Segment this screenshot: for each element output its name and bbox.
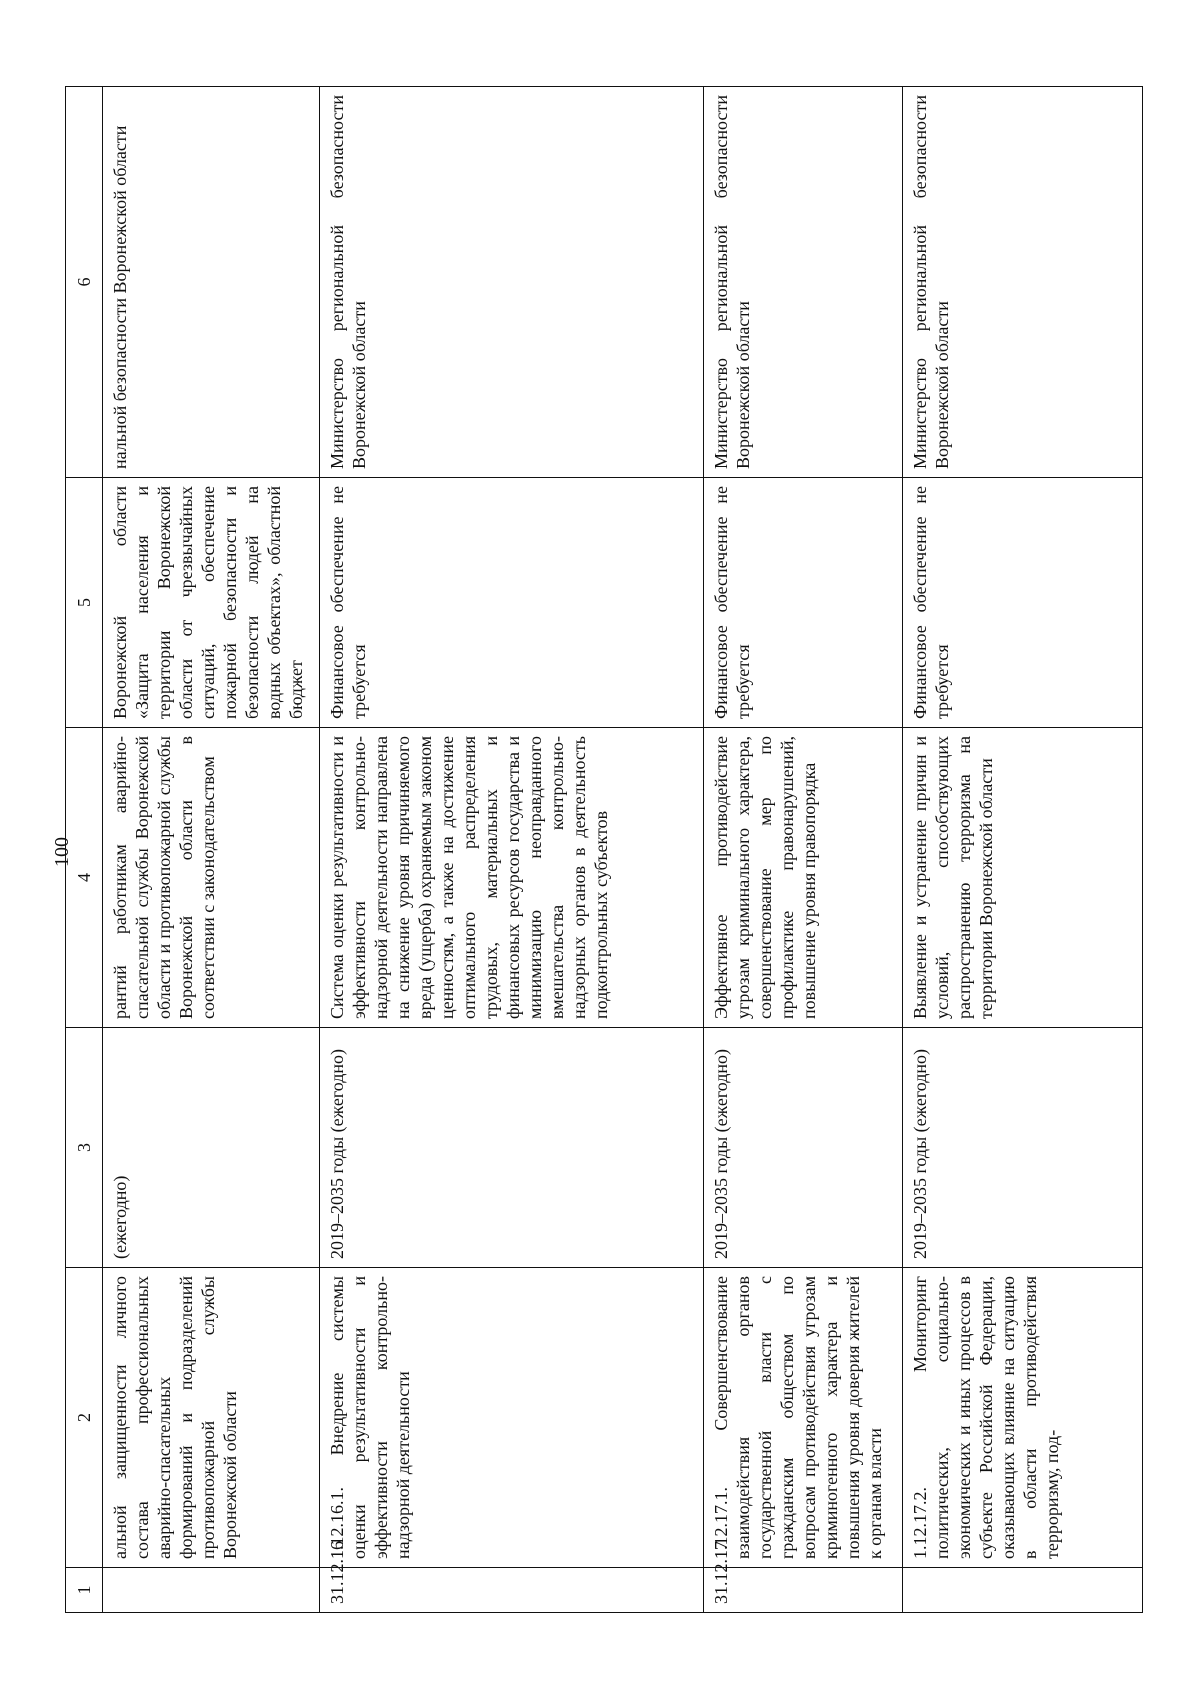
result-cell: Система оценки результативности и эффективности контрольно-надзорной деятельности направлена на снижение уровня причиняемого вреда (ущерба) охраняемым законом ценностям, а также на достижение оптимального распределения трудовых, материальных и финансовых ресурсов государства и минимизацию неоправданного вмешательства контрольно-надзорных органов в деятельность подконтрольных субъектов [320, 728, 704, 1028]
period-cell: 2019–2035 годы (ежегодно) [704, 1028, 903, 1268]
result-cell: Эффективное противодействие угрозам криминального характера, совершенствование мер по профилактике правонарушений, повышение уровня правопорядка [704, 728, 903, 1028]
column-header-2: 2 [66, 1268, 103, 1568]
column-header-6: 6 [66, 87, 103, 478]
result-cell: Выявление и устранение причин и условий, способствующих распространению терроризма на территории Воронежской области [903, 728, 1143, 1028]
page-number: 100 [51, 837, 73, 867]
funding-cell: Воронежской области «Защита населения и территории Воронежской области от чрезвычайных ситуаций, обеспечение пожарной безопасности и безопасности людей на водных объектах», областной бюджет [103, 478, 320, 728]
table-header-row [66, 87, 103, 1613]
table-row [320, 87, 704, 1613]
column-header-4: 4 [66, 728, 103, 1028]
period-cell: (ежегодно) [103, 1028, 320, 1268]
table-row [103, 87, 320, 1613]
rotated-table-container [65, 87, 1143, 1613]
funding-cell: Финансовое обеспечение не требуется [320, 478, 704, 728]
measure-cell: 1.12.17.2. Мониторинг политических, социально-экономических и иных процессов в субъекте Российской Федерации, оказывающих влияние на ситуацию в области противодействия терроризму, под- [903, 1268, 1143, 1568]
responsible-cell: Министерство региональной безопасности Воронежской области [704, 87, 903, 478]
table-row [903, 87, 1143, 1613]
row-number-cell: 31.12.17 [704, 1568, 903, 1613]
column-header-1: 1 [66, 1568, 103, 1613]
responsible-cell: нальной безопасности Воронежской области [103, 87, 320, 478]
period-cell: 2019–2035 годы (ежегодно) [903, 1028, 1143, 1268]
row-number-cell: 31.12.16 [320, 1568, 704, 1613]
measure-cell: альной защищенности личного состава профессиональных аварийно-спасательных формирований и подразделений противопожарной службы Воронежской области [103, 1268, 320, 1568]
measure-cell: 1.12.16.1. Внедрение системы оценки результативности и эффективности контрольно-надзорной деятельности [320, 1268, 704, 1568]
funding-cell: Финансовое обеспечение не требуется [903, 478, 1143, 728]
row-number-cell [903, 1568, 1143, 1613]
column-header-5: 5 [66, 478, 103, 728]
funding-cell: Финансовое обеспечение не требуется [704, 478, 903, 728]
measure-cell: 1.12.17.1. Совершенствование взаимодействия органов государственной власти с гражданским обществом по вопросам противодействия угрозам криминогенного характера и повышения уровня доверия жителей к органам власти [704, 1268, 903, 1568]
row-number-cell [103, 1568, 320, 1613]
result-cell: рантий работникам аварийно-спасательной службы Воронежской области и противопожарной службы Воронежской области в соответствии с законодательством [103, 728, 320, 1028]
responsible-cell: Министерство региональной безопасности Воронежской области [320, 87, 704, 478]
program-table [65, 86, 1143, 1613]
responsible-cell: Министерство региональной безопасности Воронежской области [903, 87, 1143, 478]
column-header-3: 3 [66, 1028, 103, 1268]
table-row [704, 87, 903, 1613]
period-cell: 2019–2035 годы (ежегодно) [320, 1028, 704, 1268]
